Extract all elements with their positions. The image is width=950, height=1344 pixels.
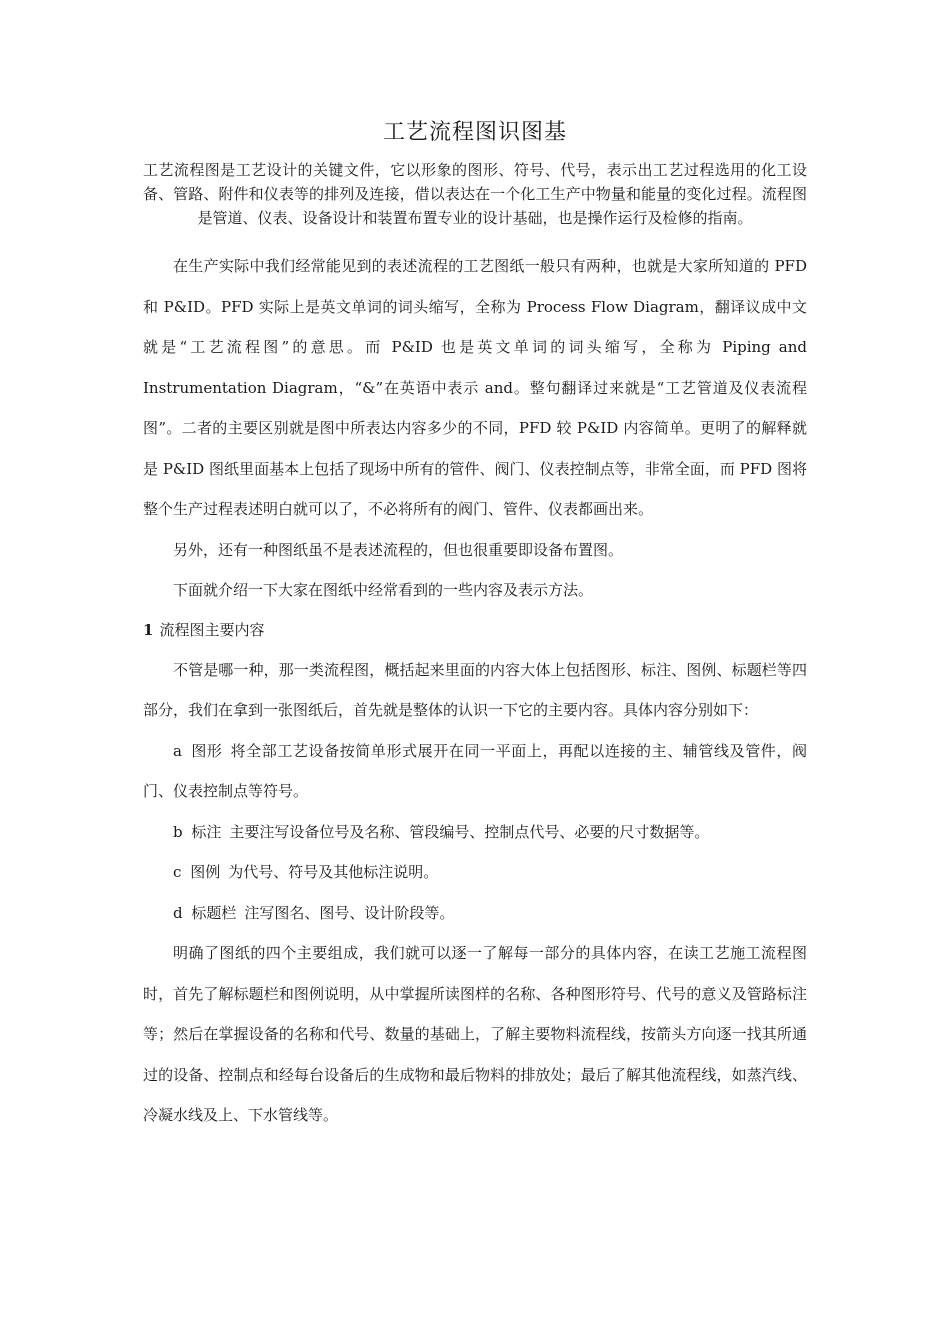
list-item: [143, 852, 807, 893]
item-term: 标注: [191, 822, 222, 841]
list-item: [143, 812, 807, 853]
item-label: c: [173, 863, 182, 881]
list-item: [143, 893, 807, 934]
item-term: 图例: [190, 863, 221, 881]
body-paragraph-pfd-pid: 在生产实际中我们经常能见到的表述流程的工艺图纸一般只有两种，也就是大家所知道的 PFD 和 P&ID。PFD 实际上是英文单词的词头缩写，全称为 Process Flow Diagram，翻译议成中文就是“工艺流程图”的意思。而 P&ID 也是英文单词的词头缩写，全称为 Piping and Instrumentation Diagram，“&”在英语中表示 and。整句翻译过来就是“工艺管道及仪表流程图”。二者的主要区别就是图中所表达内容多少的不同，PFD 较 P&ID 内容简单。更明了的解释就是 P&ID 图纸里面基本上包括了现场中所有的管件、阀门、仪表控制点等，非常全面，而 PFD 图将整个生产过程表述明白就可以了，不必将所有的阀门、管件、仪表都画出来。: [143, 257, 807, 518]
section-intro-paragraph: 不管是哪一种，那一类流程图，概括起来里面的内容大体上包括图形、标注、图例、标题栏等四部分，我们在拿到一张图纸后，首先就是整体的认识一下它的主要内容。具体内容分别如下：: [143, 660, 807, 719]
section-heading: [143, 610, 807, 650]
section-title: 流程图主要内容: [159, 620, 265, 639]
item-text: 为代号、符号及其他标注说明。: [228, 863, 439, 881]
section-closing-paragraph: 明确了图纸的四个主要组成，我们就可以逐一了解每一部分的具体内容，在读工艺施工流程图时，首先了解标题栏和图例说明，从中掌握所读图样的名称、各种图形符号、代号的意义及管路标注等；然后在掌握设备的名称和代号、数量的基础上，了解主要物料流程线，按箭头方向逐一找其所通过的设备、控制点和经每台设备后的生成物和最后物料的排放处；最后了解其他流程线，如蒸汽线、冷凝水线及上、下水管线等。: [143, 944, 807, 1124]
section-number: 1: [143, 620, 154, 639]
item-text: 注写图名、图号、设计阶段等。: [244, 903, 455, 922]
list-item: [143, 731, 807, 812]
body-paragraph-intro: 下面就介绍一下大家在图纸中经常看到的一些内容及表示方法。: [173, 580, 594, 599]
body-paragraph-layout: 另外，还有一种图纸虽不是表述流程的，但也很重要即设备布置图。: [173, 540, 624, 559]
item-text: 主要注写设备位号及名称、管段编号、控制点代号、必要的尺寸数据等。: [229, 822, 710, 841]
item-label: b: [173, 822, 183, 841]
document-title: 工艺流程图识图基: [382, 120, 567, 145]
item-text: 将全部工艺设备按简单形式展开在同一平面上，再配以连接的主、辅管线及管件，阀门、仪表控制点等符号。: [143, 741, 807, 800]
item-term: 标题栏: [191, 903, 237, 922]
item-term: 图形: [191, 741, 223, 760]
item-label: d: [173, 903, 183, 922]
abstract-paragraph: 工艺流程图是工艺设计的关键文件，它以形象的图形、符号、代号，表示出工艺过程选用的化工设备、管路、附件和仪表等的排列及连接，借以表达在一个化工生产中物量和能量的变化过程。流程图是管道、仪表、设备设计和装置布置专业的设计基础，也是操作运行及检修的指南。: [143, 161, 807, 227]
item-label: a: [173, 741, 182, 760]
